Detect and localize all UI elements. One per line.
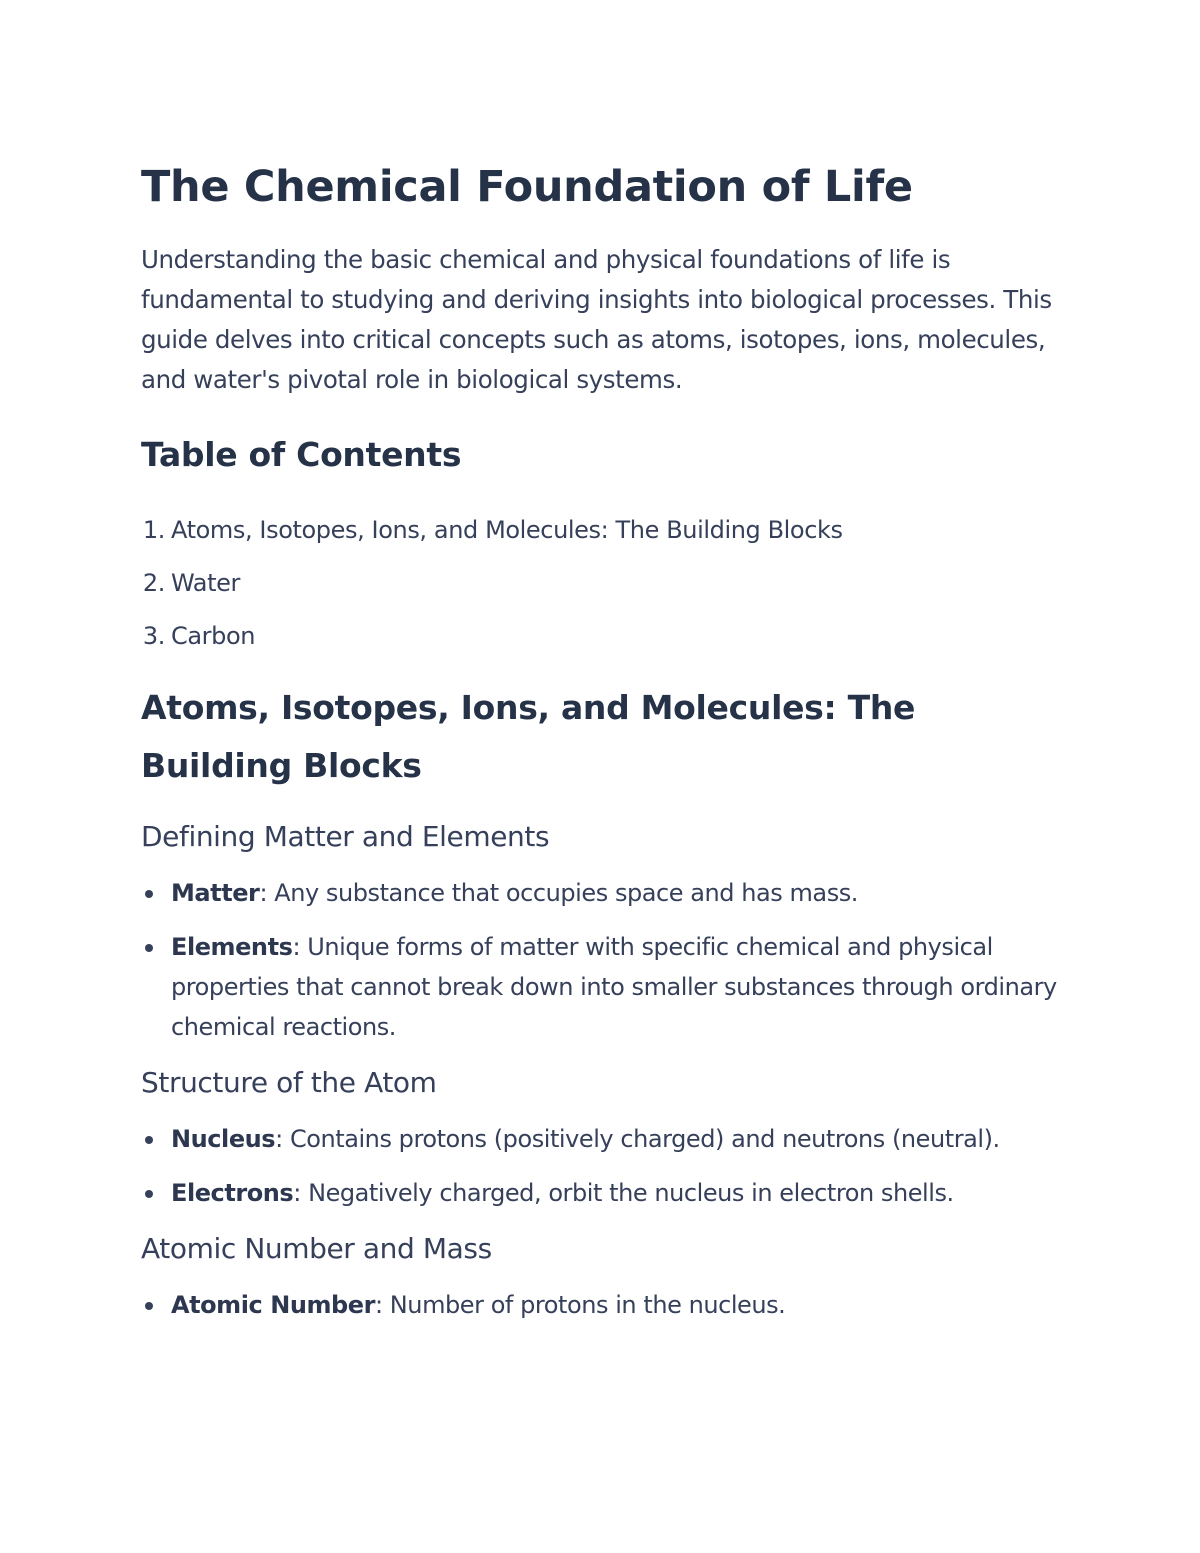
section-heading: Atoms, Isotopes, Ions, and Molecules: The Building Blocks [141, 687, 916, 785]
toc-item-number: 1. [142, 515, 165, 544]
term-label: Nucleus [171, 1124, 276, 1153]
bullet-icon [145, 1136, 153, 1144]
bullet-icon [145, 890, 153, 898]
subsection-heading: Defining Matter and Elements [141, 819, 550, 853]
toc-item-label[interactable]: Carbon [171, 621, 256, 650]
bullet-list [141, 873, 1071, 1047]
list-item [141, 1173, 1071, 1213]
bullet-icon [145, 1190, 153, 1198]
toc-item-number: 3. [142, 621, 165, 650]
bullet-icon [145, 944, 153, 952]
toc-item[interactable] [141, 557, 1071, 610]
term-definition: : Negatively charged, orbit the nucleus in electron shells. [293, 1178, 954, 1207]
toc-item[interactable] [141, 504, 1071, 557]
term-definition: : Contains protons (positively charged) and neutrons (neutral). [275, 1124, 1000, 1153]
bullet-list [141, 1119, 1071, 1213]
toc-item-label[interactable]: Atoms, Isotopes, Ions, and Molecules: The Building Blocks [171, 515, 843, 544]
intro-paragraph: Understanding the basic chemical and physical foundations of life is fundamental to studying and deriving insights into biological processes. This guide delves into critical concepts such as atoms, isotopes, ions, molecules, and water's pivotal role in biological systems. [141, 244, 1052, 394]
list-item [141, 1285, 1071, 1325]
list-item [141, 927, 1071, 1047]
toc-item[interactable] [141, 610, 1071, 663]
list-item [141, 873, 1071, 913]
term-label: Atomic Number [171, 1290, 375, 1319]
subsection-heading: Structure of the Atom [141, 1065, 437, 1099]
toc-heading: Table of Contents [141, 434, 462, 474]
term-label: Elements [171, 932, 293, 961]
term-label: Electrons [171, 1178, 294, 1207]
list-item [141, 1119, 1071, 1159]
term-definition: : Any substance that occupies space and has mass. [259, 878, 858, 907]
bullet-list [141, 1285, 1071, 1325]
document-title: The Chemical Foundation of Life [141, 162, 913, 212]
term-label: Matter [171, 878, 260, 907]
document-page [141, 160, 1071, 1339]
toc-item-number: 2. [142, 568, 165, 597]
toc-list [141, 504, 1071, 663]
bullet-icon [145, 1302, 153, 1310]
toc-item-label[interactable]: Water [171, 568, 240, 597]
term-definition: : Number of protons in the nucleus. [374, 1290, 786, 1319]
subsection-heading: Atomic Number and Mass [141, 1231, 492, 1265]
term-definition: : Unique forms of matter with specific chemical and physical properties that cannot break down into smaller substances through ordinary chemical reactions. [171, 932, 1057, 1041]
